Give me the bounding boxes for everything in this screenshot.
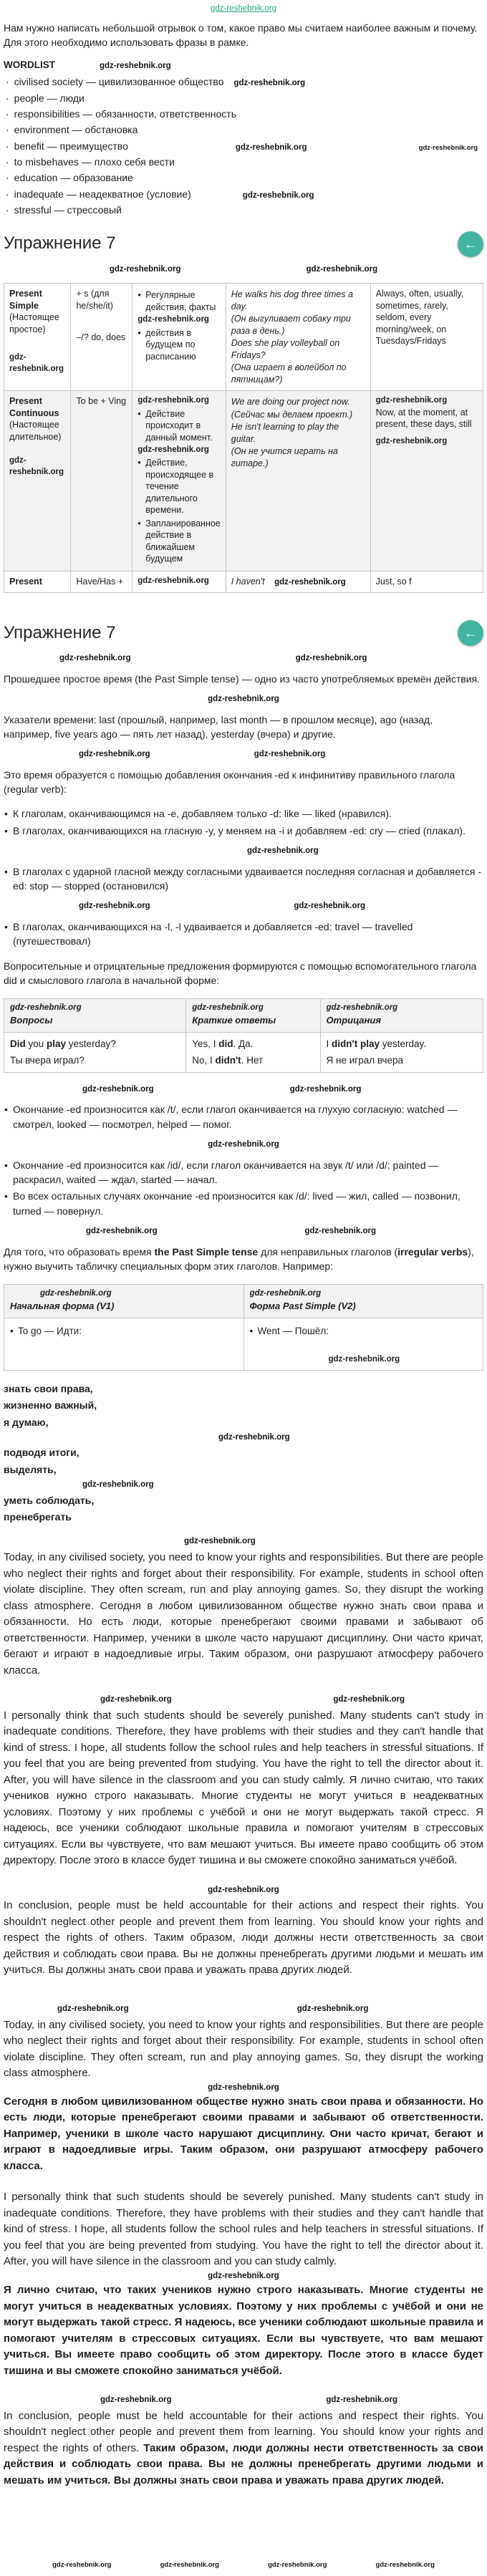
rule-item: • В глаголах, оканчивающихся на -l, -l удваивается и добавляется -ed: travel — travelled (путешествовал): [4, 920, 483, 949]
questions-table: [4, 998, 483, 1073]
wordlist-item: [4, 106, 483, 122]
table-cell: [370, 571, 483, 592]
table-cell: [370, 284, 483, 391]
watermark: gdz-reshebnik.org: [79, 902, 150, 911]
column-header: Отрицания: [326, 1014, 381, 1026]
tense-example: I haven't: [231, 576, 265, 587]
short-answer: Yes, I did. Да.: [192, 1038, 254, 1049]
wordlist-item: [4, 202, 483, 218]
wordlist-item-text: · environment — обстановка: [14, 124, 138, 136]
wordlist-item: [4, 186, 483, 203]
questions-table-row: [4, 1032, 483, 1072]
watermark-row: [4, 1479, 483, 1491]
watermark: gdz-reshebnik.org: [52, 2561, 112, 2570]
wordlist: [4, 74, 483, 218]
watermark-row-bottom: [4, 2550, 483, 2570]
table-cell: [226, 571, 370, 592]
table-cell: [244, 1318, 483, 1370]
wordlist-item-text: · people — люди: [14, 92, 85, 104]
watermark: gdz-reshebnik.org: [86, 1226, 158, 1235]
essay-text-ru: Я лично считаю, что таких учеников нужно строго наказывать. Многие студенты не могут учиться в неадекватных условиях. Поэтому у них проблемы с учёбой и они не могут выдержать такой стресс. Я надеюсь, все ученики соблюдают школьные правила и помогают учителям в стрессовых ситуациях. Если вы чувствуете, что вам мешают учиться. Вы имеете право сообщить об этом директору. После этого в классе будет тишина и вы сможете спокойно заниматься учёбой.: [4, 1773, 484, 1867]
theory-time-markers: Указатели времени: last (прошлый, например, last month — в прошлом месяце), ago (назад, например, five years ago — пять лет назад), yesterday (вчера) и другие.: [4, 713, 433, 740]
tense-markers: Just, so f: [375, 576, 412, 587]
verb-v2: • Went — Пошёл:: [250, 1324, 478, 1338]
watermark: gdz-reshebnik.org: [268, 2561, 327, 2570]
table-cell: [370, 391, 483, 571]
task-intro: Нам нужно написать небольшой отрывок о том, какое право мы считаем наиболее важным и почему. Для этого необходимо использовать фразы в рамке.: [4, 21, 478, 48]
watermark: gdz-reshebnik.org: [9, 353, 64, 373]
formation-rules: [4, 804, 483, 840]
watermark: gdz-reshebnik.org: [289, 1084, 362, 1094]
watermark: gdz-reshebnik.org: [109, 264, 181, 274]
wordlist-item: [4, 122, 483, 138]
watermark: gdz-reshebnik.org: [184, 1537, 256, 1546]
rule-item: • Окончание -ed произносится как /t/, если глагол оканчивается на глухую согласную: watched — смотрел, looked — посмотрел, helped — помог.: [4, 1102, 483, 1132]
watermark-row: [4, 652, 483, 665]
table-cell: [132, 284, 226, 391]
essay-paragraph: [4, 2408, 483, 2489]
wordlist-item: [4, 154, 483, 170]
tense-form: Have/Has +: [76, 576, 124, 587]
table-cell: [320, 1032, 483, 1072]
exercise-title: Упражнение 7: [4, 622, 116, 642]
tense-row-present-continuous: [4, 391, 483, 571]
table-cell: [226, 391, 370, 571]
table-cell: [4, 391, 71, 571]
phrase-item: знать свои права,: [4, 1382, 93, 1394]
essay-paragraph: [4, 1708, 483, 1869]
table-cell: [132, 391, 226, 571]
column-header: Начальная форма (V1): [10, 1300, 115, 1311]
wordlist-item-text: · civilised society — цивилизованное общество: [14, 75, 224, 87]
watermark-row: [4, 693, 483, 705]
watermark: gdz-reshebnik.org: [304, 1226, 376, 1235]
watermark: gdz-reshebnik.org: [295, 653, 367, 662]
wordlist-item-text: · inadequate — неадекватное (условие): [14, 188, 191, 200]
rule-item: • Окончание -ed произносится как /id/, если глагол оканчивается на звук /t/ или /d/: painted — раскрасил, waited — ждал, started — начал.: [4, 1158, 483, 1187]
watermark: gdz-reshebnik.org: [9, 456, 64, 476]
watermark: gdz-reshebnik.org: [274, 577, 346, 587]
tense-form: –/? do, does: [76, 332, 126, 343]
watermark-row: [4, 1225, 483, 1238]
watermark: gdz-reshebnik.org: [418, 143, 478, 152]
tense-example: We are doing our project now.: [231, 397, 350, 407]
essay-text-ru: Я лично считаю, что таких учеников нужно строго наказывать. Многие студенты не могут учиться в неадекватных условиях. Поэтому у них проблемы с учёбой и они не могут выдержать такой стресс. Я надеюсь, все ученики соблюдают школьные правила и помогают учителям в стрессовых ситуациях. Если вы чувствуете, что вам мешают учиться. Вы имеете право сообщить об этом директору. После этого в классе будет тишина и вы сможете спокойно заниматься учёбой.: [4, 2284, 484, 2377]
column-header: Форма Past Simple (V2): [249, 1300, 356, 1311]
table-cell: [71, 571, 132, 592]
watermark: gdz-reshebnik.org: [40, 1289, 112, 1298]
site-link[interactable]: gdz-reshebnik.org: [210, 4, 277, 13]
wordlist-item-text: · benefit — преимущество: [14, 140, 128, 152]
watermark: gdz-reshebnik.org: [160, 2561, 219, 2570]
watermark: gdz-reshebnik.org: [296, 2004, 369, 2013]
exercise-title: Упражнение 7: [4, 233, 116, 254]
watermark-row: [4, 1139, 483, 1151]
watermark: gdz-reshebnik.org: [208, 1885, 279, 1894]
watermark: gdz-reshebnik.org: [100, 2396, 172, 2405]
phrase-item: я думаю,: [4, 1416, 49, 1428]
table-header-cell: [4, 999, 186, 1033]
watermark-row: [4, 900, 483, 912]
tense-example: He walks his dog three times a day.: [231, 289, 353, 312]
watermark: gdz-reshebnik.org: [208, 2271, 279, 2280]
theory-intro: Прошедшее простое время (the Past Simple tense) — одно из часто употребляемых времён действия.: [4, 672, 481, 685]
watermark-row: [4, 264, 483, 276]
watermark: gdz-reshebnik.org: [208, 1140, 279, 1149]
essay-text-ru: Таким образом, люди должны нести ответственность за свои действия и соблюдать свои права. Вы не должны пренебрегать другими людьми и мешать им учиться. Вы должны знать свои права и уважать права других людей.: [4, 2441, 483, 2486]
table-cell: [132, 571, 226, 592]
question-example: Did you play yesterday?: [10, 1038, 116, 1049]
watermark: gdz-reshebnik.org: [333, 1695, 405, 1704]
column-header: Вопросы: [10, 1014, 53, 1026]
question-example-ru: Ты вчера играл?: [10, 1055, 85, 1066]
watermark: gdz-reshebnik.org: [138, 576, 209, 585]
tense-example: He isn't learning to play the guitar.: [231, 422, 339, 444]
wordlist-title: WORDLIST: [4, 59, 55, 71]
back-arrow-icon: ←: [464, 625, 477, 640]
phrase-item: выделять,: [4, 1463, 57, 1475]
essay-text-en: I personally think that such students should be severely punished. Many students can't study in inadequate conditions. Therefore, they have problems with their studies and they can't handle that kind of stress. I hope, all students follow the school rules and help teachers in stressful situations. If you feel that you are being prevented from studying. You have the right to tell the director about it. After, you will have silence in the classroom and you can study calmly.: [4, 1709, 483, 1786]
tense-usage: • Действие, происходящее в течение длительного времени.: [138, 457, 220, 516]
watermark: gdz-reshebnik.org: [192, 1003, 264, 1013]
table-cell: [4, 1032, 186, 1072]
watermark: gdz-reshebnik.org: [138, 445, 209, 455]
watermark-row: [4, 1884, 483, 1896]
essay-text-ru: Таким образом, люди должны нести ответственность за свои действия и соблюдать свои права. Вы не должны пренебрегать другими людьми и мешать им учиться. Вы должны знать свои права и уважать права других людей.: [4, 1931, 483, 1977]
watermark: gdz-reshebnik.org: [82, 1480, 154, 1490]
watermark: gdz-reshebnik.org: [328, 1355, 400, 1364]
essay-copy-1: [4, 1533, 483, 1994]
tense-name-ru: (Настоящее длительное): [9, 420, 62, 442]
table-cell: [4, 1318, 244, 1370]
watermark: gdz-reshebnik.org: [79, 750, 150, 759]
watermark: gdz-reshebnik.org: [326, 1003, 398, 1013]
pronunciation-rules: [4, 1100, 483, 1134]
essay-paragraph: [4, 1550, 483, 1679]
tense-markers: Always, often, usually, sometimes, rarely, seldom, every morning/week, on Tuesdays/Fridays: [375, 289, 464, 347]
tense-usage: • Запланированное действие в ближайшем будущем: [138, 518, 220, 565]
rule-item: • В глаголах, оканчивающихся на гласную -y, у меняем на -i и добавляем -ed: cry — cried (плакал).: [4, 824, 483, 838]
table-cell: [4, 284, 71, 391]
wordlist-item-text: · responsibilities — обязанности, ответственность: [14, 107, 236, 120]
table-cell: [186, 1032, 320, 1072]
watermark: gdz-reshebnik.org: [233, 78, 306, 87]
watermark-row: [4, 748, 483, 761]
pronunciation-rules: [4, 1156, 483, 1220]
essay-text-en: I personally think that such students should be severely punished. Many students can't study in inadequate conditions. Therefore, they have problems with their studies and they can't handle that kind of stress. I hope, all students follow the school rules and help teachers in stressful situations. If you feel that you are being prevented from studying. You have the right to tell the director about it. After, you will have silence in the classroom and you can study calmly.: [4, 2191, 483, 2268]
table-cell: [226, 284, 370, 391]
watermark-row: [4, 2394, 483, 2406]
theory-questions-intro: Вопросительные и отрицательные предложения формируются с помощью вспомогательного глагола did и смыслового глагола в начальной форме:: [4, 960, 477, 986]
irregular-verbs-row: [4, 1318, 483, 1370]
negative-example-ru: Я не играл вчера: [326, 1055, 403, 1066]
tense-name: Present Continuous: [9, 396, 59, 418]
watermark: gdz-reshebnik.org: [57, 2004, 129, 2013]
watermark: gdz-reshebnik.org: [375, 396, 448, 405]
exercise-heading: [4, 231, 483, 257]
watermark: gdz-reshebnik.org: [375, 2561, 435, 2570]
wordlist-item: [4, 138, 483, 155]
watermark-row: [4, 1535, 483, 1548]
essay-text-ru: Сегодня в любом цивилизованном обществе нужно знать свои права и обязанности. Но есть люди, которые пренебрегают своими правами и забывают об ответственности. Например, ученики в школе часто нарушают дисциплину. Они часто кричат, бегают и играют в надоедливые игры. Таким образом, они разрушают атмосферу рабочего класса.: [4, 1599, 483, 1677]
rule-item: • В глаголах с ударной гласной между согласными удваивается последняя согласная и добавляется -ed: stop — stopped (остановился): [4, 864, 483, 894]
tense-name-ru: (Настоящее простое): [9, 312, 59, 334]
phrase-item: жизненно важный,: [4, 1399, 97, 1412]
essay-text-en: Today, in any civilised society, you need to know your rights and responsibilities. But there are people who neglect their rights and forget about their responsibility. For example, students in school often violate discipline. They often scream, run and play annoying games. So, they disrupt the working class atmosphere.: [4, 2018, 483, 2080]
tense-row-present-simple: [4, 284, 483, 391]
tense-name: Present Simple: [9, 289, 42, 311]
wordlist-item: [4, 74, 483, 90]
essay-paragraph: [4, 2189, 483, 2379]
theory-formation: Это время образуется с помощью добавления окончания -ed к инфинитиву правильного глагола (regular verb):: [4, 768, 455, 796]
tense-usage: • действия в будущем по расписанию: [138, 327, 220, 363]
tense-form: + s (для he/she/it): [76, 289, 113, 311]
watermark: gdz-reshebnik.org: [82, 1084, 154, 1094]
watermark-row: [4, 845, 483, 857]
wordlist-item: [4, 90, 483, 106]
verb-v1: • To go — Идти:: [10, 1324, 238, 1338]
watermark: gdz-reshebnik.org: [249, 1289, 322, 1298]
rule-item: • Во всех остальных случаях окончание -ed произносится как /d/: lived — жил, called — позвонил, turned — повернул.: [4, 1189, 483, 1218]
watermark-row: [4, 1084, 483, 1096]
watermark: gdz-reshebnik.org: [242, 190, 314, 200]
irregular-intro: Для того, что образовать время the Past Simple tense для неправильных глаголов (irregular verbs), нужно выучить табличку специальных форм этих глаголов. Например:: [4, 1245, 474, 1272]
formation-rules: [4, 917, 483, 951]
table-cell: [4, 571, 71, 592]
essay-copy-2: [4, 2001, 483, 2504]
watermark: gdz-reshebnik.org: [375, 436, 448, 445]
watermark: gdz-reshebnik.org: [138, 315, 209, 324]
watermark: gdz-reshebnik.org: [235, 143, 307, 152]
back-button[interactable]: [458, 620, 483, 646]
phrase-item: уметь соблюдать,: [4, 1494, 95, 1506]
irregular-verbs-table: [4, 1284, 483, 1371]
watermark: gdz-reshebnik.org: [218, 1432, 290, 1442]
back-arrow-icon: ←: [464, 236, 477, 251]
wordlist-item-text: · to misbehaves — плохо себя вести: [14, 156, 175, 168]
essay-text-en: In conclusion, people must be held accountable for their actions and respect their rights. You shouldn't neglect other people and prevent them from learning. You should know your rights and respect the rights of others.: [4, 1899, 483, 1944]
watermark: gdz-reshebnik.org: [208, 2083, 279, 2092]
questions-table-header: [4, 999, 483, 1033]
watermark-row: [4, 2003, 483, 2015]
watermark: gdz-reshebnik.org: [100, 62, 171, 71]
tense-form: To be + Ving: [76, 396, 127, 407]
wordlist-item-text: · stressful — стрессовый: [14, 204, 122, 216]
table-header-cell: [186, 999, 320, 1033]
essay-paragraph: [4, 2017, 483, 2175]
tense-row-present-perfect-partial: [4, 571, 483, 592]
watermark: gdz-reshebnik.org: [59, 653, 131, 662]
phrase-item: подводя итоги,: [4, 1447, 79, 1459]
short-answer: No, I didn't. Нет: [192, 1055, 264, 1066]
table-cell: [71, 391, 132, 571]
rule-item: • К глаголам, оканчивающимся на -e, добавляем только -d: like — liked (нравился).: [4, 806, 483, 821]
phrase-item: пренебрегать: [4, 1511, 72, 1523]
tense-example-ru: (Сейчас мы делаем проект.): [231, 409, 353, 420]
watermark: gdz-reshebnik.org: [326, 2396, 397, 2405]
table-header-cell: [244, 1285, 483, 1318]
watermark: gdz-reshebnik.org: [247, 846, 319, 856]
watermark: gdz-reshebnik.org: [306, 264, 378, 274]
watermark: gdz-reshebnik.org: [208, 694, 279, 703]
essay-text-en: In conclusion, people must be held accountable for their actions and respect their rights. You shouldn't neglect other people and prevent them from learning. You should know your rights and respect the rights of others.: [4, 2409, 483, 2454]
tense-markers: Now, at the moment, at present, these days, still: [375, 407, 472, 430]
table-header-cell: [320, 999, 483, 1033]
wordlist-item: [4, 170, 483, 185]
tense-example-ru: (Он выгуливает собаку три раза в день.): [231, 314, 351, 336]
back-button[interactable]: [458, 231, 483, 257]
phrase-list: [4, 1379, 483, 1526]
tense-usage: • Регулярные действия, факты: [138, 289, 220, 313]
tense-example-ru: (Он не учится играть на гитаре.): [231, 446, 338, 468]
wordlist-item-text: · education — образование: [14, 172, 133, 184]
tense-table: [4, 283, 483, 593]
tense-name: Present: [9, 576, 42, 587]
watermark-row: [4, 1694, 483, 1706]
tense-example: Does she play volleyball on Fridays?: [231, 338, 340, 360]
watermark: gdz-reshebnik.org: [294, 902, 365, 911]
table-header-cell: [4, 1285, 244, 1318]
watermark: gdz-reshebnik.org: [100, 1695, 172, 1704]
exercise-heading: [4, 620, 483, 646]
wordlist-header: [4, 58, 483, 72]
column-header: Краткие ответы: [192, 1014, 276, 1026]
table-cell: [71, 284, 132, 391]
essay-text-en: Today, in any civilised society, you need to know your rights and responsibilities. But there are people who neglect their rights and forget about their responsibility. For example, students in school often violate discipline. They often scream, run and play annoying games. So, they disrupt the working class atmosphere.: [4, 1551, 483, 1612]
watermark: gdz-reshebnik.org: [138, 396, 209, 405]
negative-example: I didn't play yesterday.: [326, 1038, 427, 1049]
formation-rules: [4, 862, 483, 896]
essay-text-ru: Сегодня в любом цивилизованном обществе нужно знать свои права и обязанности. Но есть люди, которые пренебрегают своими правами и забывают об ответственности. Например, ученики в школе часто нарушают дисциплину. Они часто кричат, бегают и играют в надоедливые игры. Таким образом, они разрушают атмосферу рабочего класса.: [4, 2095, 483, 2172]
irregular-verbs-header: [4, 1285, 483, 1318]
essay-paragraph: [4, 1898, 483, 1979]
watermark: gdz-reshebnik.org: [10, 1003, 82, 1013]
watermark: gdz-reshebnik.org: [254, 750, 326, 759]
tense-example-ru: (Она играет в волейбол по пятницам?): [231, 362, 347, 385]
watermark-row: [4, 1432, 483, 1444]
tense-usage: • Действие происходит в данный момент.: [138, 408, 220, 444]
